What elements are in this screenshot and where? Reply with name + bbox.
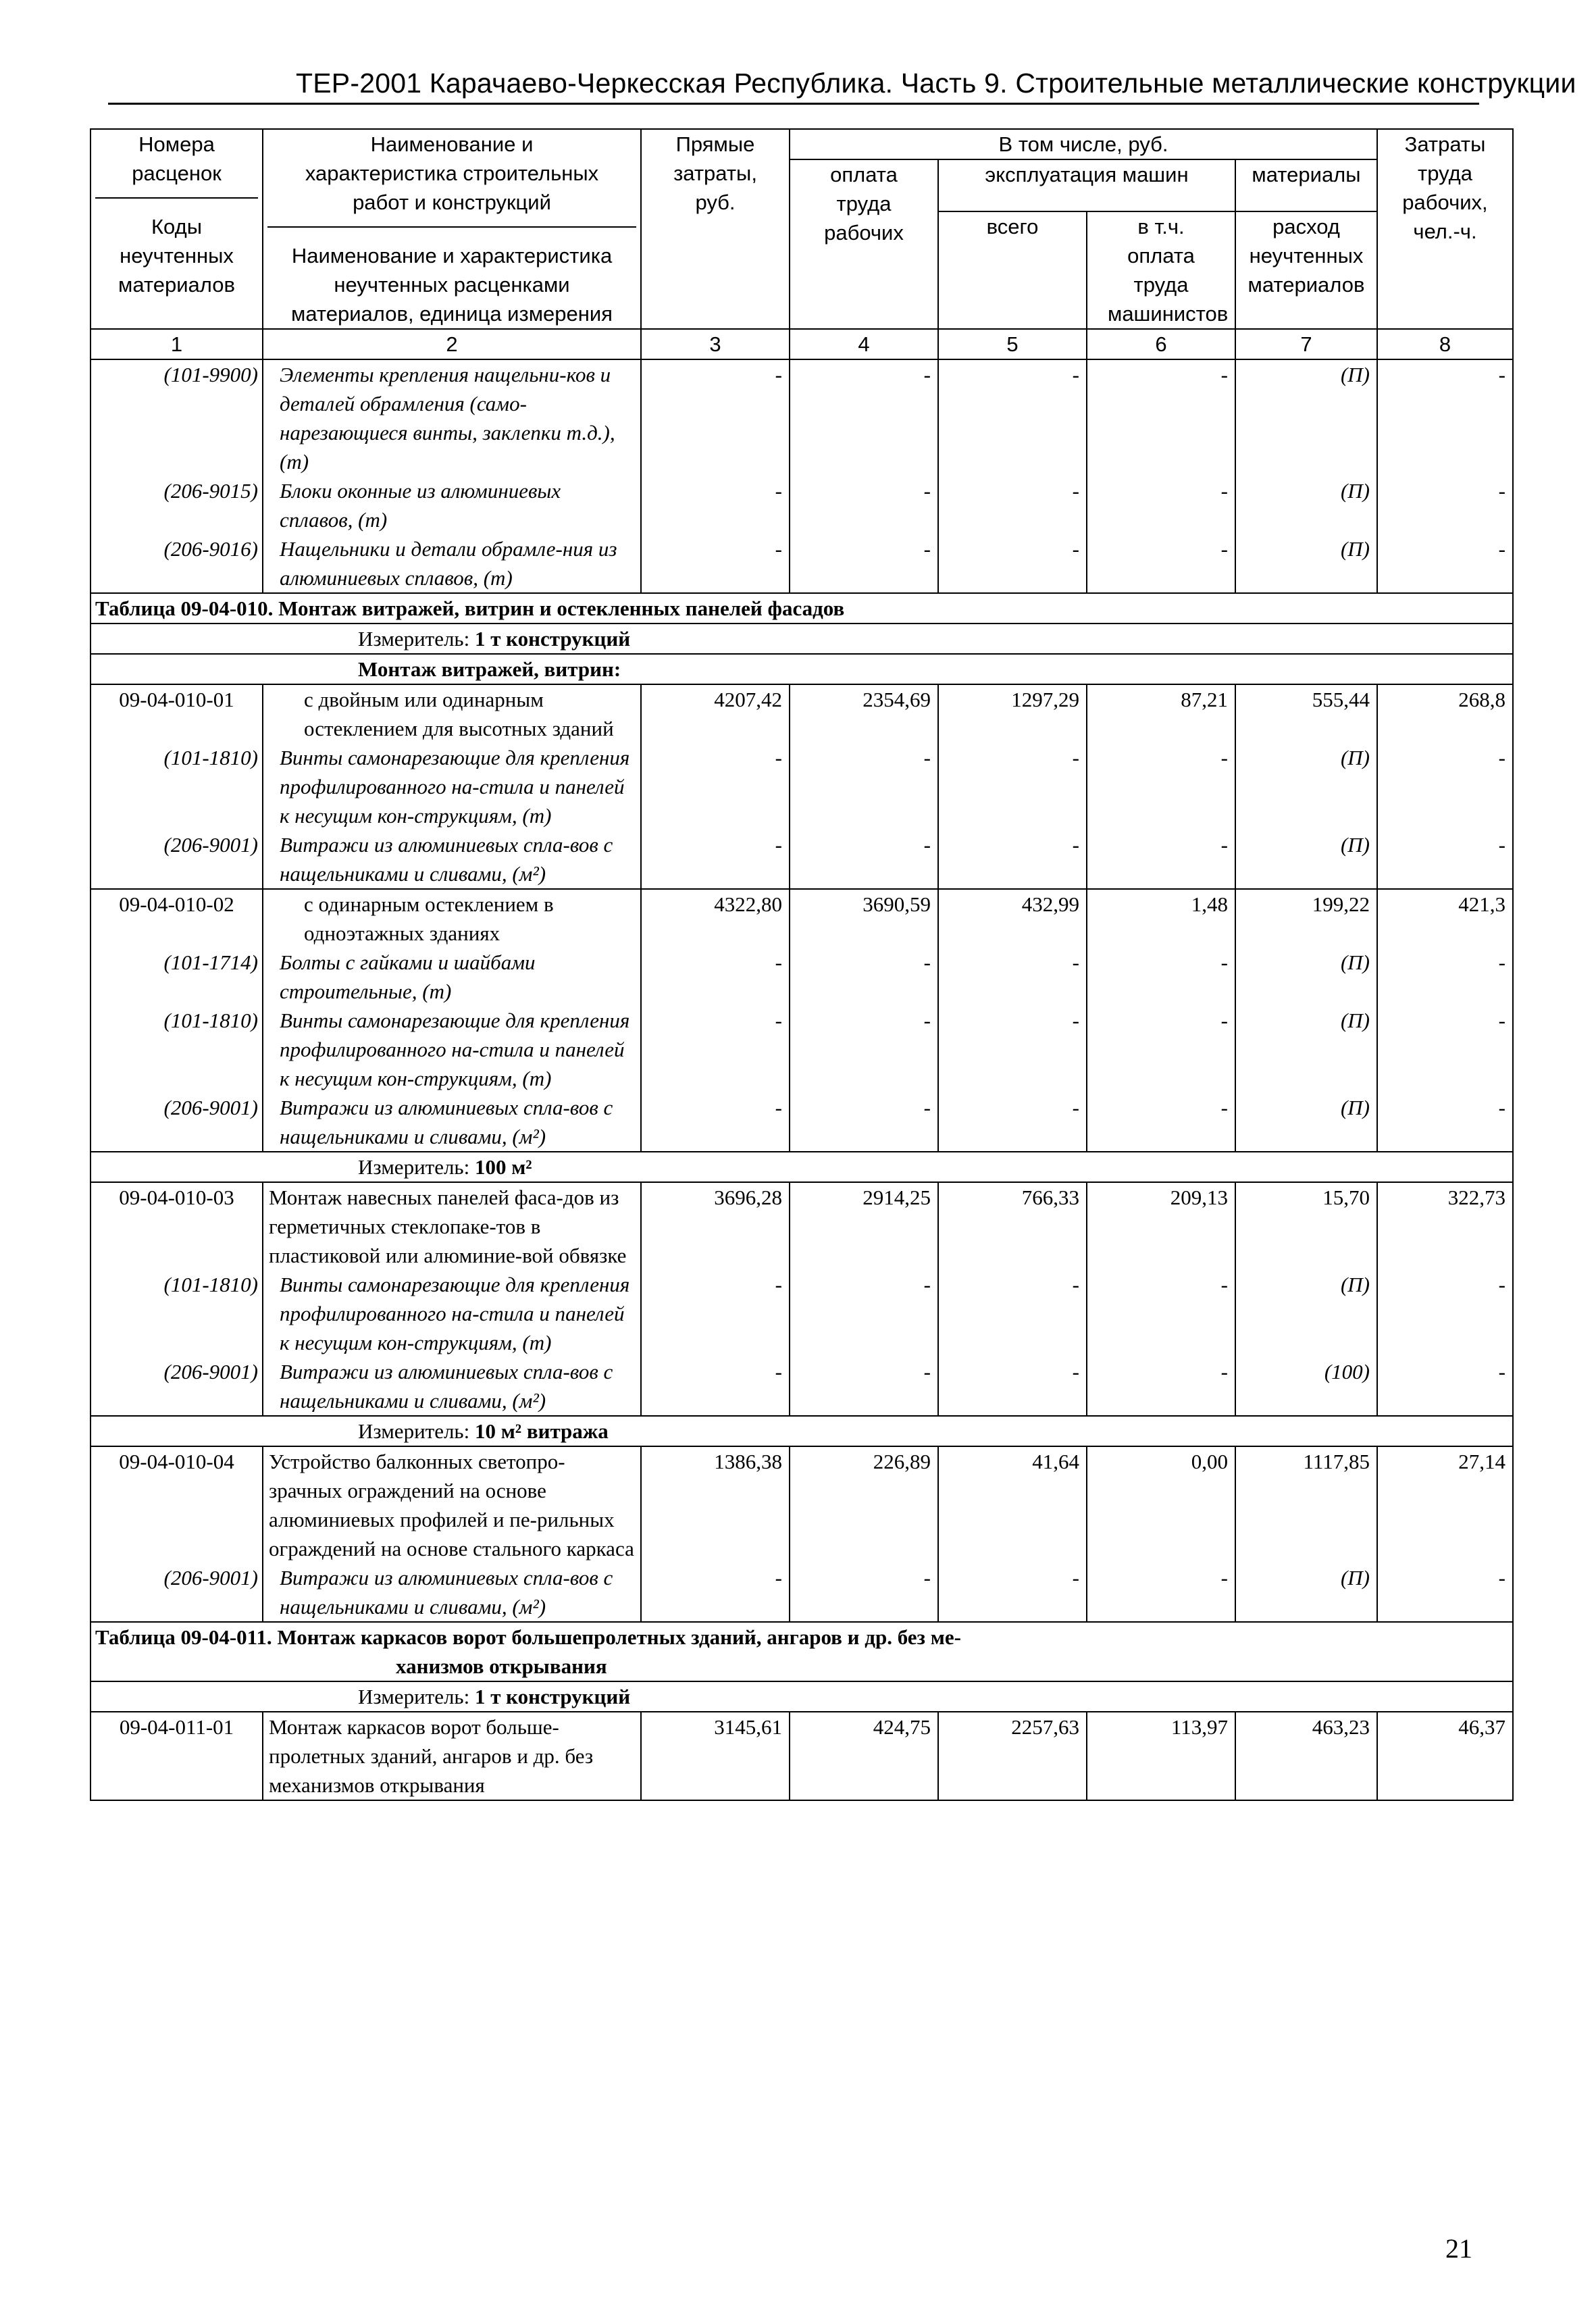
material-row [91,1093,1513,1152]
row-value: 15,70 [1235,1182,1377,1270]
row-value: - [1377,1357,1513,1416]
material-row [91,1270,1513,1357]
measure-row [91,624,1513,654]
material-row [91,476,1513,534]
material-row [91,534,1513,593]
row-code: (101-9900) [91,359,263,476]
row-code: (101-1810) [91,743,263,830]
measure-prefix: Измеритель: [358,1419,475,1443]
row-value: - [641,1563,790,1622]
rate-row [91,1182,1513,1270]
row-code: (206-9001) [91,1357,263,1416]
row-value: - [1087,534,1235,593]
header-materials: материалы [1235,159,1377,211]
row-value: - [790,743,938,830]
row-value: - [1087,1357,1235,1416]
row-value: - [1377,830,1513,889]
row-code: 09-04-010-04 [91,1446,263,1563]
row-value: 46,37 [1377,1712,1513,1800]
header-direct-costs: Прямые затраты, руб. [641,129,790,329]
row-code: (206-9001) [91,830,263,889]
row-name: с одинарным остеклением в одноэтажных зданиях [263,889,641,948]
col-number: 8 [1377,329,1513,359]
row-code: 09-04-010-01 [91,684,263,743]
row-value: (П) [1235,359,1377,476]
row-value: 3145,61 [641,1712,790,1800]
row-code: (101-1810) [91,1006,263,1093]
header-rule [108,103,1479,105]
row-value: - [1377,1006,1513,1093]
row-name: Витражи из алюминиевых спла-вов с нащельниками и сливами, (м²) [263,1357,641,1416]
row-value: 322,73 [1377,1182,1513,1270]
measure-row [91,1681,1513,1712]
row-value: (П) [1235,534,1377,593]
row-value: - [790,948,938,1006]
row-name: Монтаж каркасов ворот больше-пролетных зданий, ангаров и др. без механизмов открывания [263,1712,641,1800]
row-value: - [790,1563,938,1622]
row-value: - [790,534,938,593]
row-value: - [641,534,790,593]
row-value: - [1087,743,1235,830]
rate-row [91,1446,1513,1563]
row-value: (П) [1235,476,1377,534]
row-value: - [641,359,790,476]
row-value: - [938,1093,1087,1152]
row-value: - [1377,1563,1513,1622]
row-value: - [641,948,790,1006]
header-machines: эксплуатация машин [938,159,1235,211]
row-code: (206-9001) [91,1093,263,1152]
row-value: - [1377,948,1513,1006]
col-number: 4 [790,329,938,359]
row-value: - [641,476,790,534]
row-value: - [641,1357,790,1416]
measure-prefix: Измеритель: [358,1685,475,1708]
measure-cell [91,624,1513,654]
row-value: 1297,29 [938,684,1087,743]
row-value: - [1087,948,1235,1006]
material-row [91,359,1513,476]
column-numbers-row [91,329,1513,359]
table-title-line1: Таблица 09-04-011. Монтаж каркасов ворот большепролетных зданий, ангаров и др. без ме- [95,1625,961,1649]
header-mach-total: всего [938,211,1087,329]
row-value: 432,99 [938,889,1087,948]
row-value: - [790,830,938,889]
row-value: - [790,1357,938,1416]
header-col1-bottom: Коды неучтенных материалов [118,215,235,297]
row-value: 2354,69 [790,684,938,743]
header-mat-unaccounted: расход неучтенных материалов [1235,211,1377,329]
row-name: Винты самонарезающие для крепления профилированного на-стила и панелей к несущим кон-струкциям, (т) [263,743,641,830]
row-value: 41,64 [938,1446,1087,1563]
row-value: - [938,1357,1087,1416]
row-value: 87,21 [1087,684,1235,743]
row-value: 209,13 [1087,1182,1235,1270]
material-row [91,948,1513,1006]
row-code: 09-04-010-02 [91,889,263,948]
row-value: - [1087,1563,1235,1622]
row-value: - [1377,359,1513,476]
header-col2-top: Наименование и характеристика строительных работ и конструкций [267,130,636,228]
row-value: - [1377,534,1513,593]
row-value: 113,97 [1087,1712,1235,1800]
row-value: - [938,948,1087,1006]
row-code: (101-1810) [91,1270,263,1357]
row-value: - [790,1093,938,1152]
header-row-1 [91,129,1513,159]
table-010-title-cell [91,593,1513,624]
col-number: 3 [641,329,790,359]
measure-cell [91,1152,1513,1182]
table-011-title [91,1622,1513,1681]
row-value: - [1087,830,1235,889]
row-value: 4322,80 [641,889,790,948]
row-value: - [938,830,1087,889]
row-name: Винты самонарезающие для крепления профилированного на-стила и панелей к несущим кон-струкциям, (т) [263,1006,641,1093]
measure-value: 10 м² витража [474,1419,609,1443]
row-value: - [641,743,790,830]
row-value: - [1087,1093,1235,1152]
row-value: - [938,1270,1087,1357]
measure-row [91,1152,1513,1182]
row-code: (206-9016) [91,534,263,593]
measure-cell [91,1416,1513,1446]
row-value: 3696,28 [641,1182,790,1270]
row-value: (100) [1235,1357,1377,1416]
header-col1-top: Номера расценок [95,130,258,199]
row-value: 2257,63 [938,1712,1087,1800]
material-row [91,1357,1513,1416]
row-value: - [641,1006,790,1093]
measure-row [91,1416,1513,1446]
col-number: 7 [1235,329,1377,359]
row-name: Нащельники и детали обрамле-ния из алюминиевых сплавов, (т) [263,534,641,593]
col-number: 2 [263,329,641,359]
row-value: - [790,1270,938,1357]
row-value: 463,23 [1235,1712,1377,1800]
row-name: Витражи из алюминиевых спла-вов с нащельниками и сливами, (м²) [263,830,641,889]
row-value: 27,14 [1377,1446,1513,1563]
row-value: - [1377,1093,1513,1152]
group-heading-cell [91,654,1513,684]
row-value: 424,75 [790,1712,938,1800]
row-code: (206-9001) [91,1563,263,1622]
col-number: 5 [938,329,1087,359]
row-value: (П) [1235,830,1377,889]
row-code: 09-04-010-03 [91,1182,263,1270]
row-value: - [1087,1270,1235,1357]
col-number: 1 [91,329,263,359]
row-value: (П) [1235,948,1377,1006]
row-value: - [1377,743,1513,830]
material-row [91,830,1513,889]
row-name: Винты самонарезающие для крепления профилированного на-стила и панелей к несущим кон-струкциям, (т) [263,1270,641,1357]
row-value: - [1087,359,1235,476]
row-code: (101-1714) [91,948,263,1006]
row-value: 199,22 [1235,889,1377,948]
row-value: (П) [1235,1563,1377,1622]
row-value: - [641,1270,790,1357]
row-code: 09-04-011-01 [91,1712,263,1800]
row-value: - [790,359,938,476]
row-name: Болты с гайками и шайбами строительные, (т) [263,948,641,1006]
row-value: - [790,1006,938,1093]
row-name: Витражи из алюминиевых спла-вов с нащельниками и сливами, (м²) [263,1563,641,1622]
measure-prefix: Измеритель: [358,627,475,651]
header-col2 [263,129,641,329]
row-value: 766,33 [938,1182,1087,1270]
material-row [91,743,1513,830]
row-name: с двойным или одинарным остеклением для высотных зданий [263,684,641,743]
header-labor: Затраты труда рабочих, чел.-ч. [1377,129,1513,329]
header-mach-wages: в т.ч. оплата труда машинистов [1087,211,1235,329]
row-value: 555,44 [1235,684,1377,743]
row-value: 1386,38 [641,1446,790,1563]
row-name: Устройство балконных светопро-зрачных ограждений на основе алюминиевых профилей и пе-рильных ограждений на основе стального каркаса [263,1446,641,1563]
header-wages: оплата труда рабочих [790,159,938,329]
row-name: Элементы крепления нащельни-ков и деталей обрамления (само-нарезающиеся винты, заклепки т.д.), (т) [263,359,641,476]
row-value: (П) [1235,743,1377,830]
row-value: - [938,743,1087,830]
row-value: - [1377,476,1513,534]
row-value: - [641,830,790,889]
group-heading [91,654,1513,684]
row-value: 0,00 [1087,1446,1235,1563]
row-value: 1117,85 [1235,1446,1377,1563]
header-including: В том числе, руб. [790,129,1377,159]
row-value: - [938,476,1087,534]
material-row [91,1006,1513,1093]
group-title: Монтаж витражей, витрин: [358,657,621,681]
rate-row [91,1712,1513,1800]
row-value: 1,48 [1087,889,1235,948]
page-header: ТЕР-2001 Карачаево-Черкесская Республика. Часть 9. Строительные металлические конструкции [296,68,1576,99]
row-value: - [641,1093,790,1152]
row-value: 2914,25 [790,1182,938,1270]
measure-value: 1 т конструкций [474,627,631,651]
row-value: - [1377,1270,1513,1357]
header-col1 [91,129,263,329]
row-name: Монтаж навесных панелей фаса-дов из герметичных стеклопаке-тов в пластиковой или алюминие-вой обвязке [263,1182,641,1270]
rate-row [91,684,1513,743]
table-title: Таблица 09-04-010. Монтаж витражей, витрин и остекленных панелей фасадов [95,596,845,620]
row-value: 421,3 [1377,889,1513,948]
row-value: (П) [1235,1093,1377,1152]
measure-prefix: Измеритель: [358,1155,475,1179]
row-value: 268,8 [1377,684,1513,743]
row-code: (206-9015) [91,476,263,534]
row-value: 226,89 [790,1446,938,1563]
row-value: (П) [1235,1270,1377,1357]
row-value: - [938,534,1087,593]
material-row [91,1563,1513,1622]
rates-table [90,128,1514,1801]
row-value: - [1087,476,1235,534]
col-number: 6 [1087,329,1235,359]
header-col2-bottom: Наименование и характеристика неучтенных расценками материалов, единица измерения [291,244,613,326]
page-number: 21 [1445,2233,1472,2264]
row-value: (П) [1235,1006,1377,1093]
rate-row [91,889,1513,948]
measure-value: 100 м² [474,1155,532,1179]
table-010-title [91,593,1513,624]
table-title-line2: ханизмов открывания [396,1654,607,1678]
row-value: - [938,1563,1087,1622]
row-value: 3690,59 [790,889,938,948]
measure-value: 1 т конструкций [474,1685,631,1708]
row-name: Блоки оконные из алюминиевых сплавов, (т) [263,476,641,534]
measure-cell [91,1681,1513,1712]
row-value: - [1087,1006,1235,1093]
row-value: - [790,476,938,534]
row-value: - [938,1006,1087,1093]
row-value: 4207,42 [641,684,790,743]
table-011-title-cell [91,1622,1513,1681]
row-name: Витражи из алюминиевых спла-вов с нащельниками и сливами, (м²) [263,1093,641,1152]
row-value: - [938,359,1087,476]
